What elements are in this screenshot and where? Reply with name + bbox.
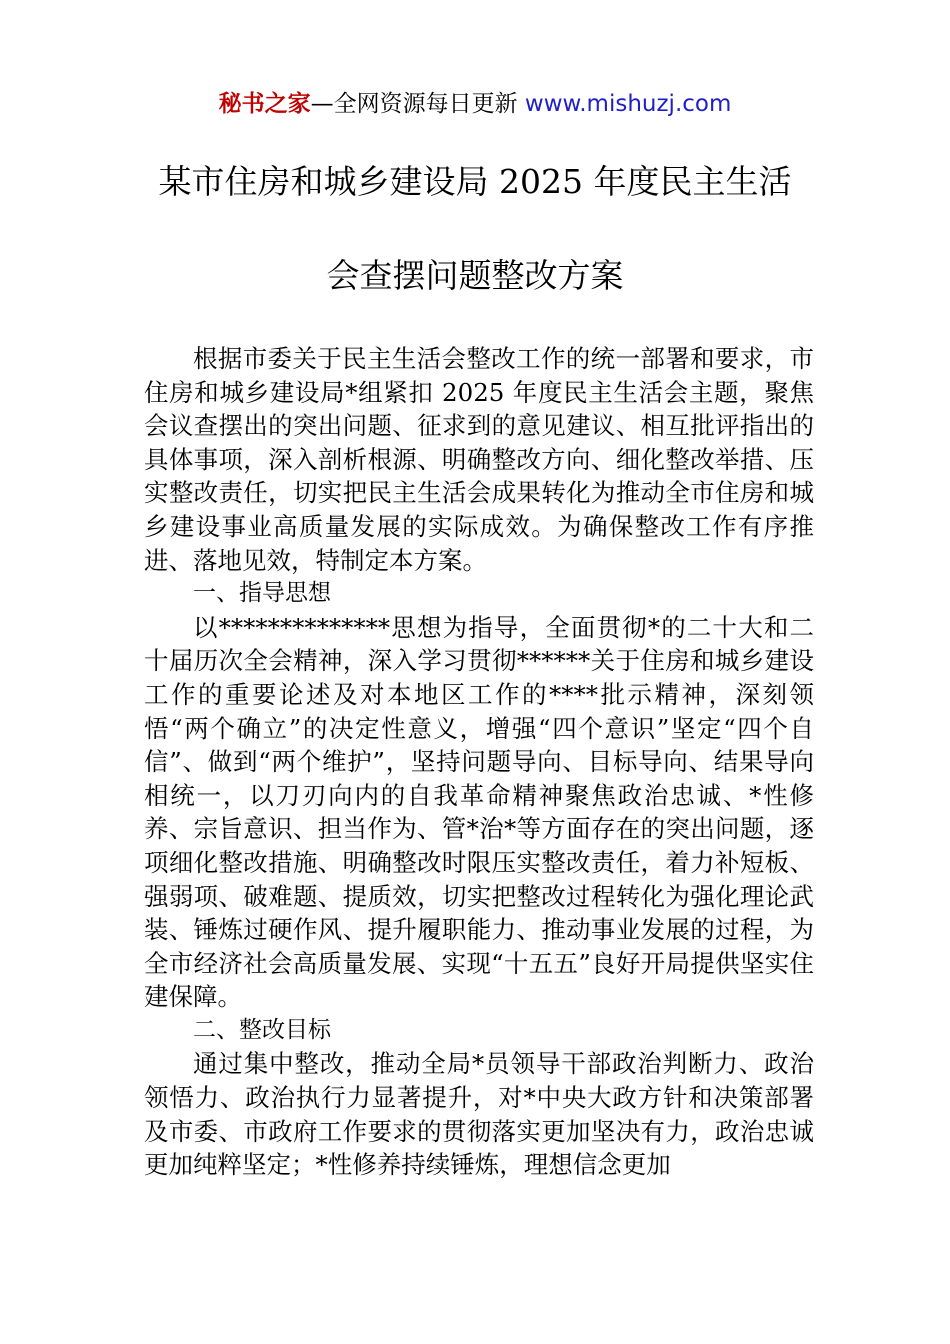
brand-name: 秘书之家: [218, 91, 311, 117]
document-body: [144, 342, 814, 1182]
header-slogan: —全网资源每日更新: [310, 91, 525, 117]
rectification-goals-paragraph: 通过集中整改，推动全局*员领导干部政治判断力、政治领悟力、政治执行力显著提升，对*中央大政方针和决策部署及市委、市政府工作要求的贯彻落实更加坚决有力，政治忠诚更加纯粹坚定；*性修养持续锤炼，理想信念更加: [144, 1049, 814, 1180]
site-url-link[interactable]: www.mishuzj.com: [524, 91, 732, 117]
guiding-ideology-paragraph: 以**************思想为指导，全面贯彻*的二十大和二十届历次全会精神，深入学习贯彻******关于住房和城乡建设工作的重要论述及对本地区工作的****批示精神，深刻领悟“两个确立”的决定性意义，增强“四个意识”坚定“四个自信”、做到“两个维护”，坚持问题导向、目标导向、结果导向相统一，以刀刃向内的自我革命精神聚焦政治忠诚、*性修养、宗旨意识、担当作为、管*治*等方面存在的突出问题，逐项细化整改措施、明确整改时限压实整改责任，着力补短板、强弱项、破难题、提质效，切实把整改过程转化为强化理论武装、锤炼过硬作风、提升履职能力、推动事业发展的过程，为全市经济社会高质量发展、实现“十五五”良好开局提供坚实住建保障。: [144, 612, 814, 1012]
document-title-line-1: 某市住房和城乡建设局 2025 年度民主生活: [158, 162, 792, 201]
site-header: [0, 88, 950, 120]
intro-paragraph: 根据市委关于民主生活会整改工作的统一部署和要求，市住房和城乡建设局*组紧扣 2025 年度民主生活会主题，聚焦会议查摆出的突出问题、征求到的意见建议、相互批评指出的具体事项，深入剖析根源、明确整改方向、细化整改举措、压实整改责任，切实把民主生活会成果转化为推动全市住房和城乡建设事业高质量发展的实际成效。为确保整改工作有序推进、落地见效，特制定本方案。: [144, 344, 814, 575]
document-title-line-2: 会查摆问题整改方案: [326, 256, 624, 295]
section-heading-rectification-goals: 二、整改目标: [193, 1016, 331, 1043]
section-heading-guiding-ideology: 一、指导思想: [193, 580, 331, 607]
